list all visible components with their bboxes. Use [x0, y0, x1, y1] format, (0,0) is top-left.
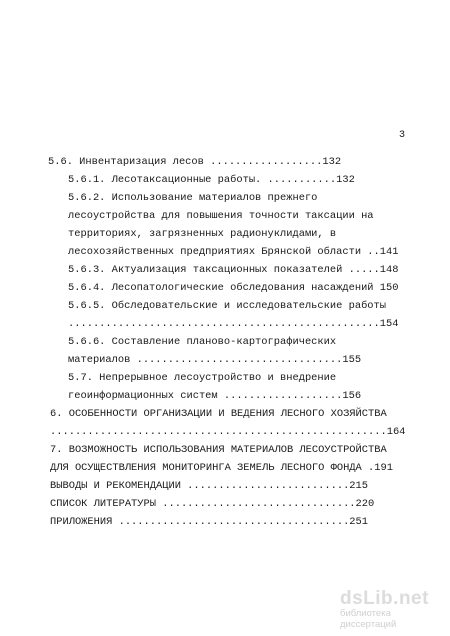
page-number: 3 — [399, 130, 406, 141]
toc-line: лесоустройства для повышения точности таксации на — [68, 210, 374, 222]
toc-line: СПИСОК ЛИТЕРАТУРЫ ...............................220 — [50, 498, 375, 510]
toc-line: 5.6.5. Обследовательские и исследовательские работы — [68, 300, 387, 312]
toc-line: 5.6.4. Лесопатологические обследования насаждений 150 — [68, 282, 399, 294]
watermark — [340, 588, 446, 630]
toc-line: 5.6.3. Актуализация таксационных показателей .....148 — [68, 264, 399, 276]
watermark-logo: dsLib.net — [340, 588, 429, 609]
toc-line: лесохозяйственных предприятиях Брянской области ..141 — [68, 246, 399, 258]
toc-line: ДЛЯ ОСУЩЕСТВЛЕНИЯ МОНИТОРИНГА ЗЕМЕЛЬ ЛЕСНОГО ФОНДА .191 — [50, 462, 393, 474]
toc-line: 5.6.2. Использование материалов прежнего — [68, 192, 318, 204]
toc-line: материалов .................................155 — [68, 354, 362, 366]
toc-line: 5.6.1. Лесотаксационные работы. ...........132 — [68, 174, 355, 186]
toc-line: 6. ОСОБЕННОСТИ ОРГАНИЗАЦИИ И ВЕДЕНИЯ ЛЕСНОГО ХОЗЯЙСТВА — [50, 408, 387, 420]
toc-line: ..................................................154 — [68, 318, 399, 330]
toc-line: ПРИЛОЖЕНИЯ .....................................251 — [50, 516, 369, 528]
toc-line: 7. ВОЗМОЖНОСТЬ ИСПОЛЬЗОВАНИЯ МАТЕРИАЛОВ ЛЕСОУСТРОЙСТВА — [50, 444, 387, 456]
toc-line: территориях, загрязненных радионуклидами, в — [68, 228, 337, 240]
watermark-subtitle: библиотека диссертаций — [340, 608, 397, 630]
toc-line: ......................................................164 — [50, 426, 406, 438]
toc-line: 5.6. Инвентаризация лесов ..................132 — [48, 156, 342, 168]
toc-line: 5.6.6. Составление планово-картографических — [68, 336, 337, 348]
toc-line: геоинформационных систем ...................156 — [68, 390, 362, 402]
toc-line: ВЫВОДЫ И РЕКОМЕНДАЦИИ ..........................215 — [50, 480, 369, 492]
toc-line: 5.7. Непрерывное лесоустройство и внедрение — [68, 372, 337, 384]
